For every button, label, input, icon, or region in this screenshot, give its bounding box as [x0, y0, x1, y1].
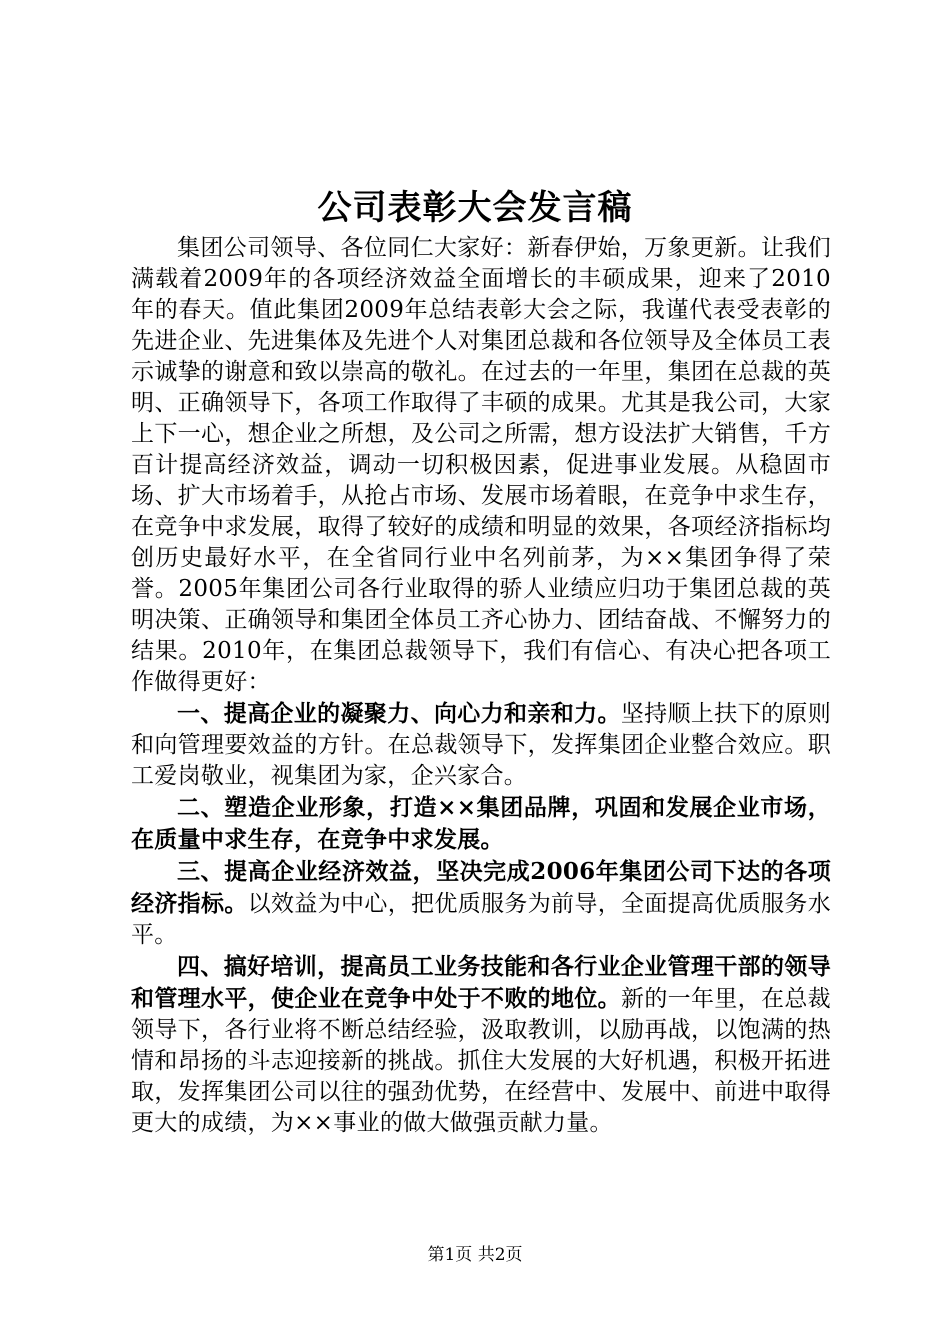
- page-number-footer: 第1页 共2页: [427, 1245, 523, 1265]
- paragraph-text: 集团公司领导、各位同仁大家好：新春伊始，万象更新。让我们满载着2009年的各项经济效益全面增长的丰硕成果，迎来了2010年的春天。值此集团2009年总结表彰大会之际，我谨代表受表彰的先进企业、先进集体及先进个人对集团总裁和各位领导及全体员工表示诚挚的谢意和致以崇高的敬礼。在过去的一年里，集团在总裁的英明、正确领导下，各项工作取得了丰硕的成果。尤其是我公司，大家上下一心，想企业之所想，及公司之所需，想方设法扩大销售，千方百计提高经济效益，调动一切积极因素，促进事业发展。从稳固市场、扩大市场着手，从抢占市场、发展市场着眼，在竞争中求生存，在竞争中求发展，取得了较好的成绩和明显的效果，各项经济指标均创历史最好水平，在全省同行业中名列前茅，为××集团争得了荣誉。2005年集团公司各行业取得的骄人业绩应归功于集团总裁的英明决策、正确领导和集团全体员工齐心协力、团结奋战、不懈努力的结果。2010年，在集团总裁领导下，我们有信心、有决心把各项工作做得更好：: [131, 235, 831, 695]
- paragraph-intro: [131, 232, 831, 698]
- paragraph-text: 坚持顺上扶下的原则和向管理要效益的方针。在总裁领导下，发挥集团企业整合效应。职工爱岗敬业，视集团为家，企兴家合。: [131, 701, 832, 789]
- paragraph-point-2: [131, 792, 831, 856]
- paragraph-point-1: [131, 698, 831, 792]
- paragraph-lead: 三、提高企业经济效益，坚决完成2006年集团公司下达的各项经济指标。: [131, 858, 831, 917]
- paragraph-lead: 四、搞好培训，提高员工业务技能和各行业企业管理干部的领导和管理水平，使企业在竞争中处于不败的地位。: [131, 953, 831, 1012]
- paragraph-text: 以效益为中心，把优质服务为前导，全面提高优质服务水平。: [131, 891, 832, 948]
- page-title: 公司表彰大会发言稿: [317, 188, 633, 228]
- document-body: [131, 232, 831, 1139]
- paragraph-point-4: [131, 951, 831, 1139]
- paragraph-lead: 二、塑造企业形象，打造××集团品牌，巩固和发展企业市场，在质量中求生存，在竞争中求发展。: [131, 794, 831, 853]
- paragraph-text: 新的一年里，在总裁领导下，各行业将不断总结经验，汲取教训，以励再战，以饱满的热情和昂扬的斗志迎接新的挑战。抓住大发展的大好机遇，积极开拓进取，发挥集团公司以往的强劲优势，在经营中、发展中、前进中取得更大的成绩，为××事业的做大做强贡献力量。: [131, 986, 831, 1136]
- paragraph-point-3: [131, 856, 831, 951]
- paragraph-lead: 一、提高企业的凝聚力、向心力和亲和力。: [177, 700, 621, 727]
